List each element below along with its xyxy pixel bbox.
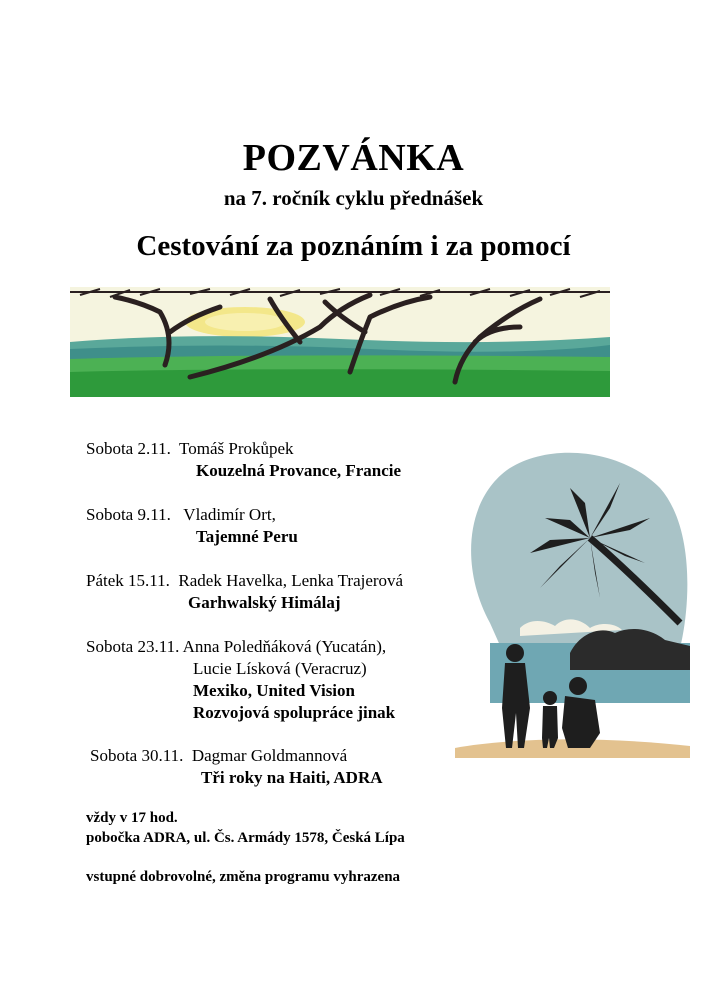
event-time: vždy v 17 hod. — [86, 810, 178, 826]
event-date: Sobota 9.11. — [86, 505, 171, 524]
event-speaker: Anna Poledňáková (Yucatán), — [182, 637, 387, 656]
page-subtitle: na 7. ročník cyklu přednášek — [223, 186, 484, 210]
event-date: Sobota 2.11. — [86, 439, 171, 458]
event-topic: Tři roky na Haiti, ADRA — [201, 768, 383, 787]
event-date: Pátek 15.11. — [86, 571, 170, 590]
event-speaker: Dagmar Goldmannová — [191, 746, 348, 765]
event-1-info — [86, 439, 294, 459]
event-3-info — [86, 571, 403, 591]
event-topic: Garhwalský Himálaj — [188, 593, 341, 612]
event-note: vstupné dobrovolné, změna programu vyhrazena — [86, 869, 401, 885]
beach-family-image — [450, 448, 695, 768]
event-4-info — [86, 637, 386, 657]
event-speaker: Tomáš Prokůpek — [179, 439, 294, 458]
event-topic: Kouzelná Provance, Francie — [196, 461, 402, 480]
event-topic-2: Rozvojová spolupráce jinak — [193, 703, 396, 722]
event-topic: Mexiko, United Vision — [193, 681, 355, 700]
event-speaker-2: Lucie Lísková (Veracruz) — [193, 659, 367, 678]
event-date: Sobota 30.11. — [90, 746, 184, 765]
page-title: POZVÁNKA — [242, 137, 465, 179]
event-date: Sobota 23.11. — [86, 637, 180, 656]
banner-landscape-image — [70, 287, 610, 397]
event-place: pobočka ADRA, ul. Čs. Armády 1578, Česká Lípa — [86, 830, 405, 846]
event-speaker: Radek Havelka, Lenka Trajerová — [178, 571, 404, 590]
event-speaker: Vladimír Ort, — [183, 505, 276, 524]
series-title: Cestování za poznáním i za pomocí — [136, 230, 571, 262]
event-5-info — [90, 746, 347, 766]
event-2-info — [86, 505, 276, 525]
event-topic: Tajemné Peru — [196, 527, 298, 546]
